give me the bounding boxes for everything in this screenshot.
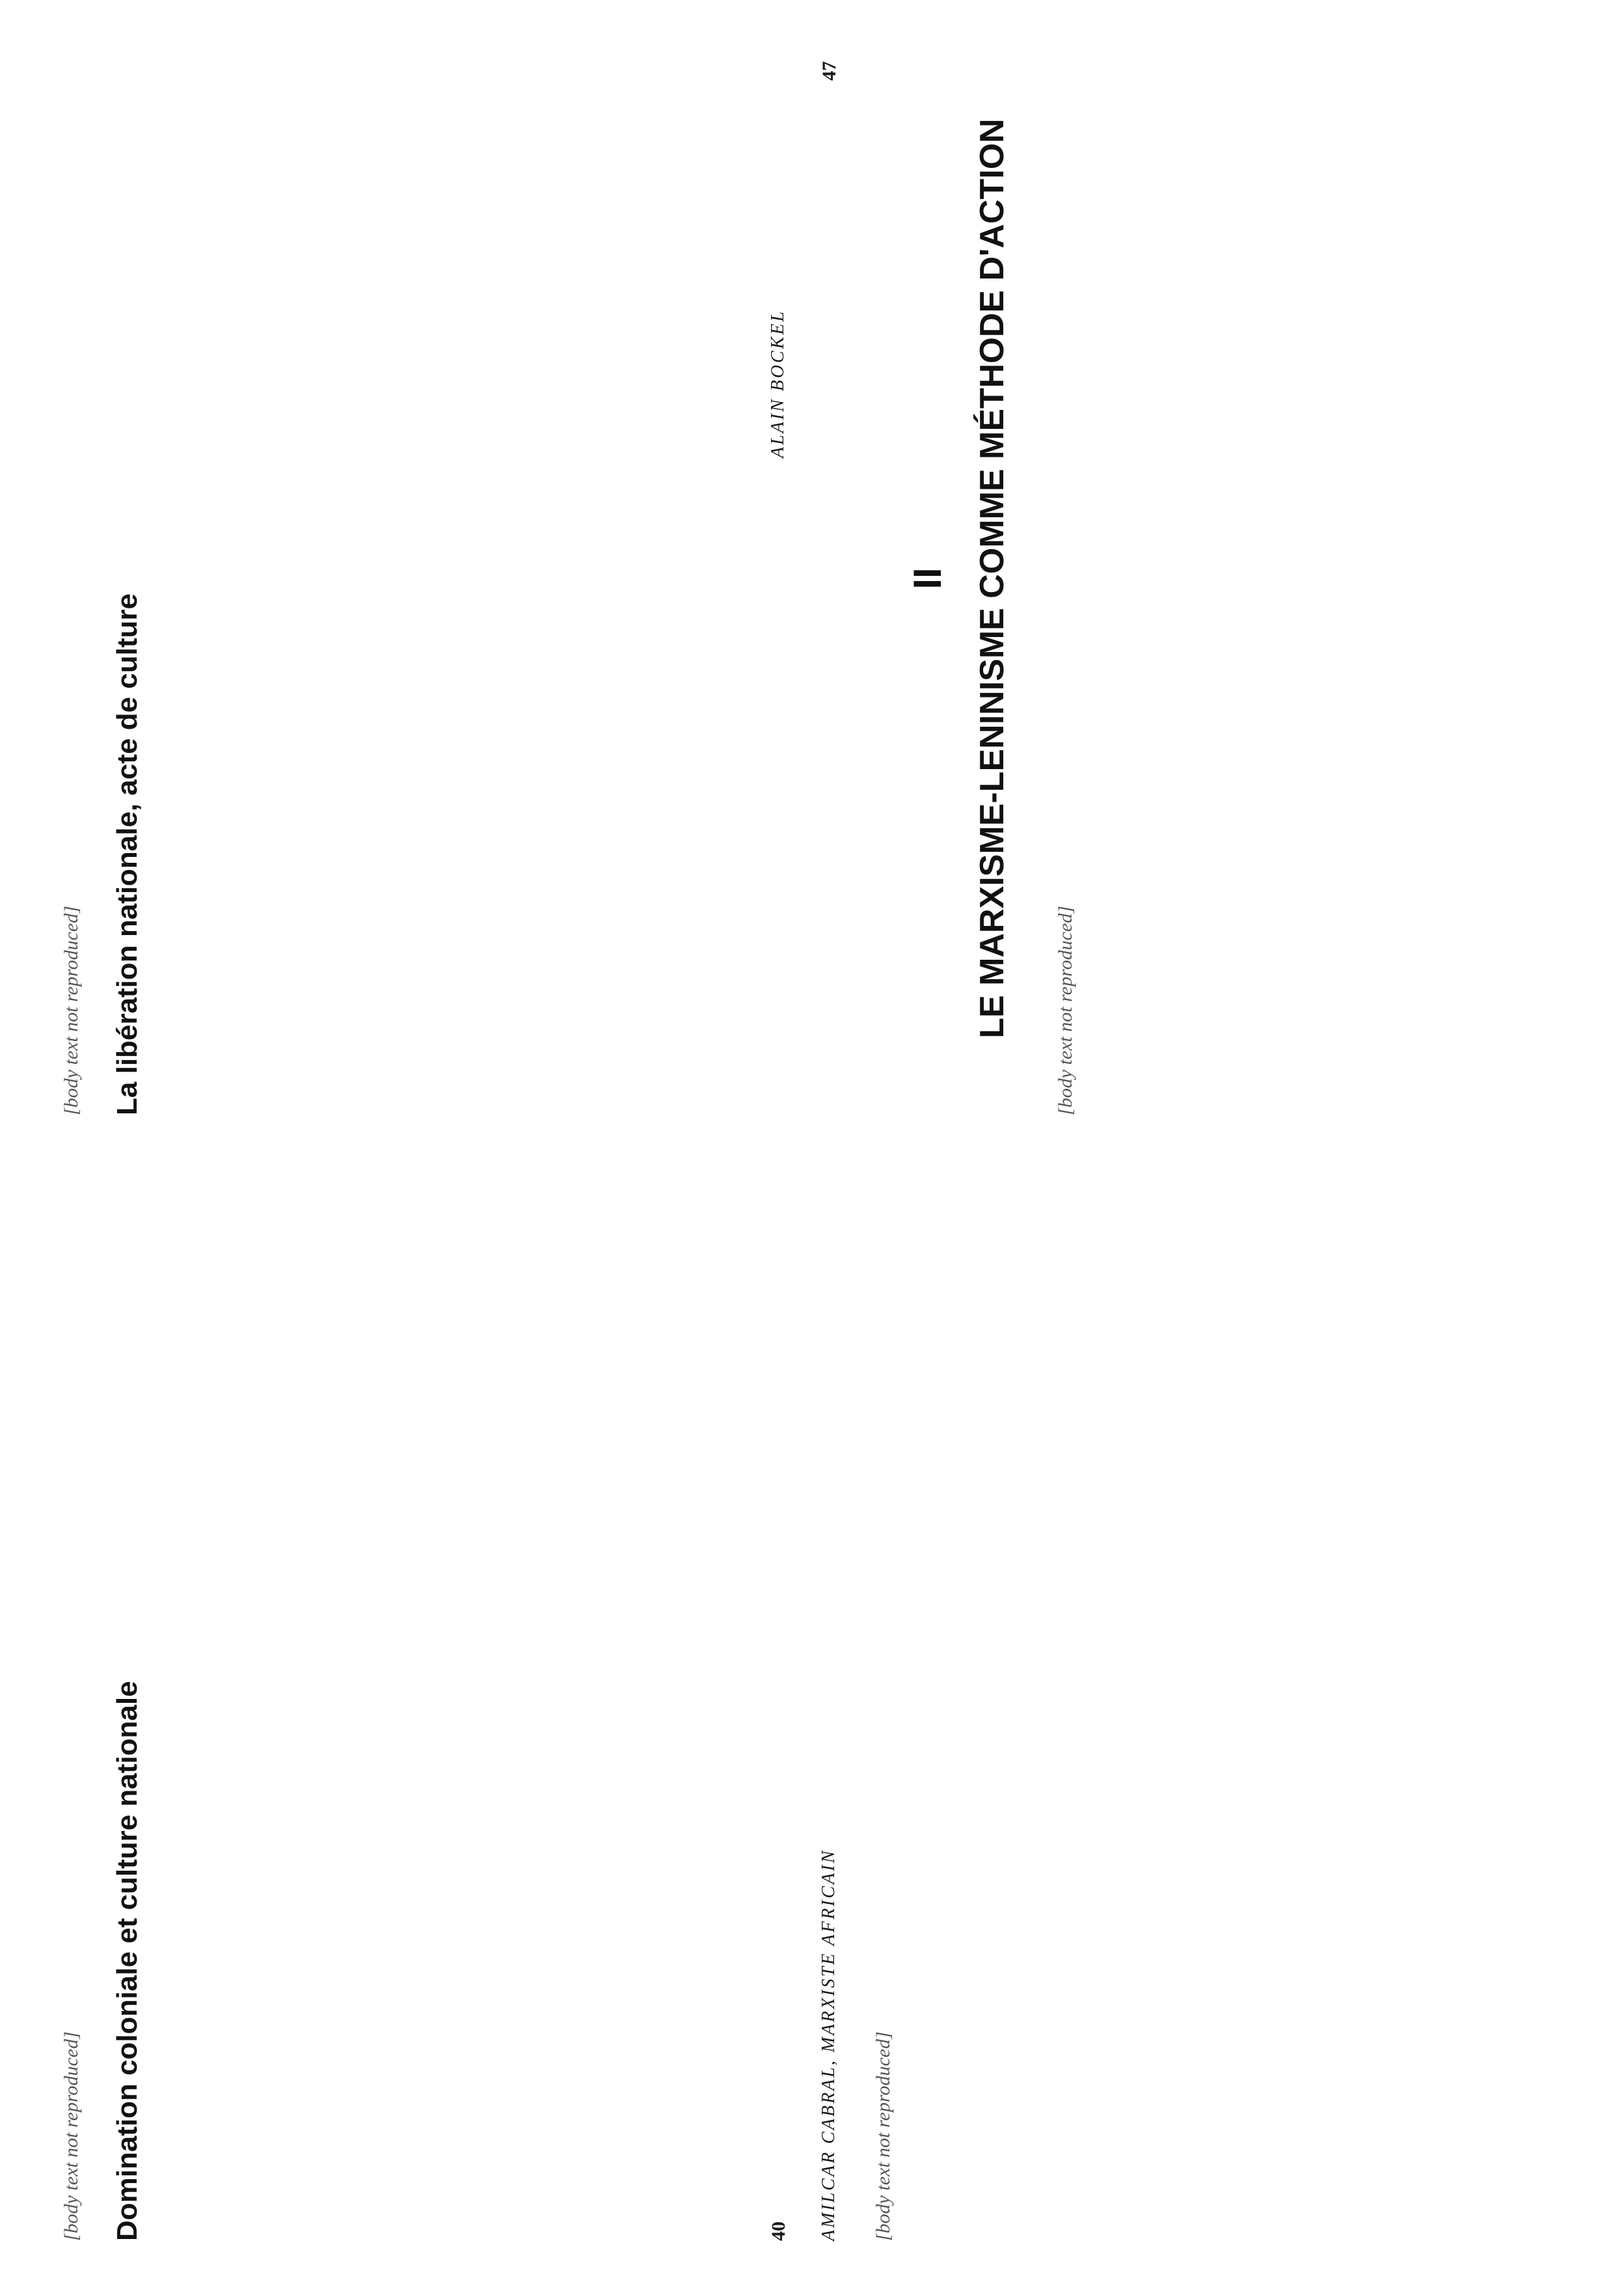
running-head: AMILCAR CABRAL, MARXISTE AFRICAIN bbox=[819, 1849, 839, 2241]
body-placeholder: [body text not reproduced] bbox=[61, 906, 82, 1115]
column bbox=[39, 1167, 755, 2241]
right-columns bbox=[851, 42, 1567, 2241]
right-page-frame bbox=[812, 0, 1624, 2280]
section-heading: La libération nationale, acte de culture bbox=[111, 593, 143, 1115]
body-placeholder: [body text not reproduced] bbox=[1055, 906, 1076, 1115]
page-number: 47 bbox=[819, 61, 840, 81]
section-title: LE MARXISME-LENINISME COMME MÉTHODE D'ACTION bbox=[973, 118, 1011, 1038]
section-block bbox=[903, 42, 1014, 1115]
body-placeholder: [body text not reproduced] bbox=[61, 2031, 82, 2241]
running-head: ALAIN BOCKEL bbox=[768, 309, 788, 458]
column bbox=[39, 42, 755, 1115]
column bbox=[851, 42, 1567, 1115]
column bbox=[851, 1167, 1567, 2241]
section-heading: Domination coloniale et culture nationale bbox=[111, 1681, 143, 2241]
page-number: 40 bbox=[768, 2221, 789, 2241]
body-placeholder: [body text not reproduced] bbox=[873, 2031, 894, 2241]
right-page bbox=[812, 0, 1624, 2280]
left-columns bbox=[39, 42, 755, 2241]
section-numeral: II bbox=[906, 567, 949, 590]
